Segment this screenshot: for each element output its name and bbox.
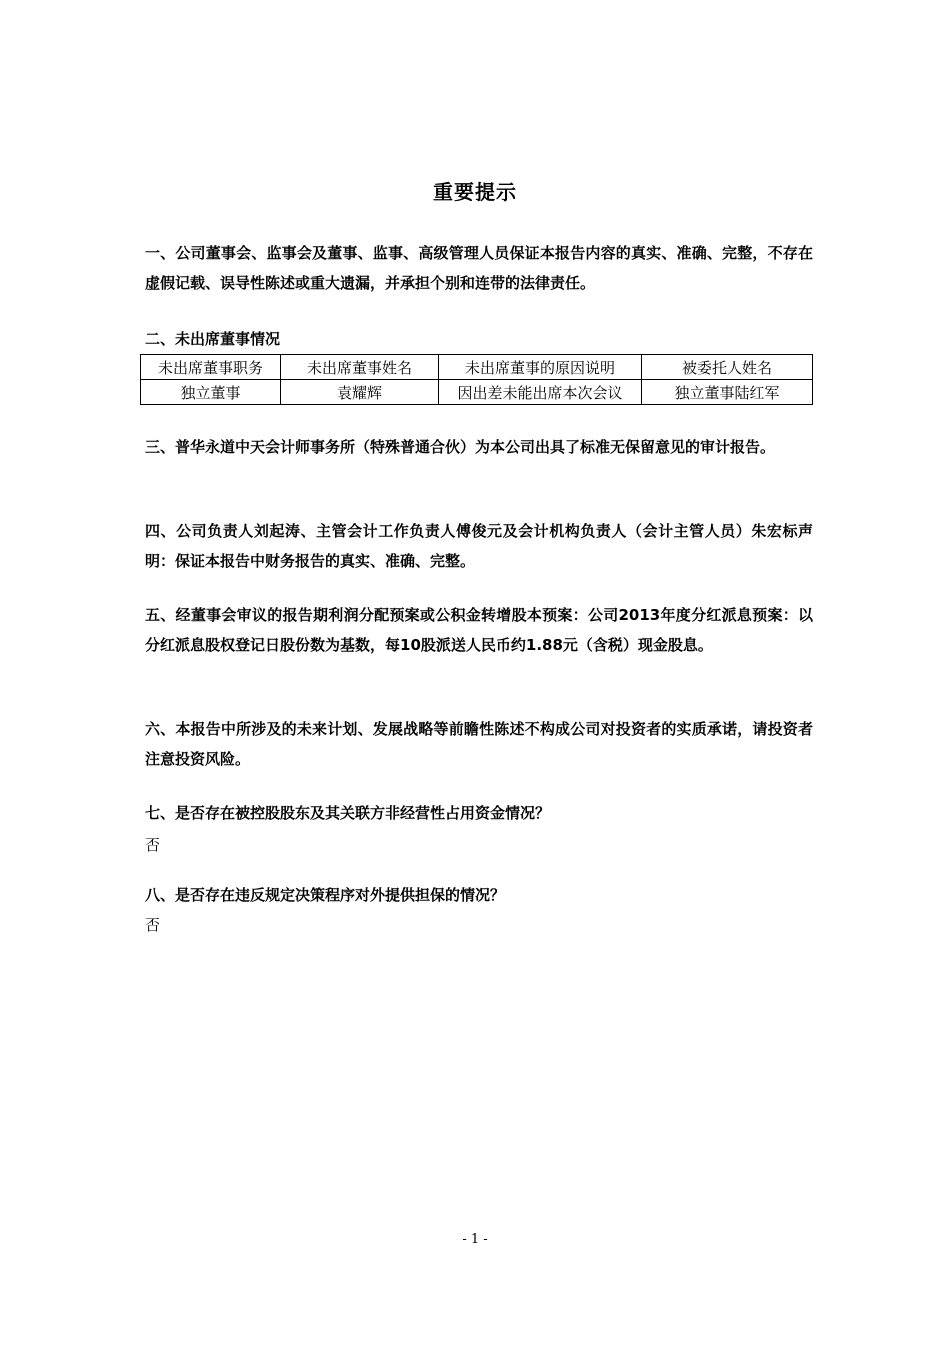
cell-name: 袁耀辉 [281, 380, 439, 405]
section-8-answer: 否 [145, 916, 161, 934]
section-3-paragraph: 三、普华永道中天会计师事务所（特殊普通合伙）为本公司出具了标准无保留意见的审计报告。 [145, 438, 776, 456]
table-row [141, 380, 813, 405]
header-cell-proxy: 被委托人姓名 [642, 355, 813, 380]
cell-proxy: 独立董事陆红军 [642, 380, 813, 405]
cell-reason: 因出差未能出席本次会议 [439, 380, 642, 405]
section-7-question: 七、是否存在被控股股东及其关联方非经营性占用资金情况？ [145, 804, 551, 822]
section-7-answer: 否 [145, 836, 161, 854]
page-title: 重要提示 [433, 180, 517, 204]
section-8-question: 八、是否存在违反规定决策程序对外提供担保的情况？ [145, 886, 506, 904]
cell-position: 独立董事 [141, 380, 281, 405]
header-cell-name: 未出席董事姓名 [281, 355, 439, 380]
table-header-row [141, 355, 813, 380]
absent-directors-table [140, 354, 813, 405]
section-6-paragraph: 六、本报告中所涉及的未来计划、发展战略等前瞻性陈述不构成公司对投资者的实质承诺，请投资者注意投资风险。 [145, 720, 813, 768]
section-1-paragraph: 一、公司董事会、监事会及董事、监事、高级管理人员保证本报告内容的真实、准确、完整，不存在虚假记载、误导性陈述或重大遗漏，并承担个别和连带的法律责任。 [145, 244, 813, 292]
header-cell-reason: 未出席董事的原因说明 [439, 355, 642, 380]
page-number: - 1 - [462, 1232, 488, 1247]
section-5-paragraph: 五、经董事会审议的报告期利润分配预案或公积金转增股本预案：公司2013年度分红派息预案：以分红派息股权登记日股份数为基数，每10股派送人民币约1.88元（含税）现金股息。 [145, 606, 813, 654]
header-cell-position: 未出席董事职务 [141, 355, 281, 380]
section-4-paragraph: 四、公司负责人刘起涛、主管会计工作负责人傅俊元及会计机构负责人（会计主管人员）朱宏标声明：保证本报告中财务报告的真实、准确、完整。 [145, 522, 813, 570]
section-2-heading: 二、未出席董事情况 [145, 330, 281, 348]
